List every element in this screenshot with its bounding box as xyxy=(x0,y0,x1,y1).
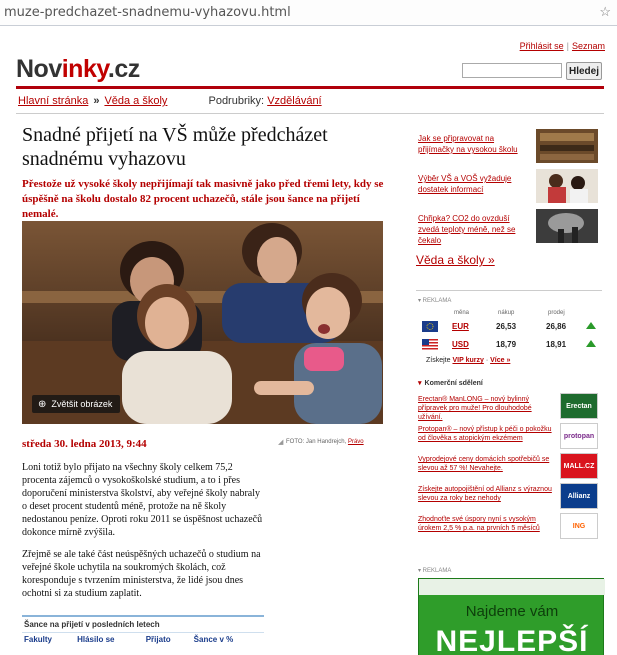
related-item-link[interactable]: Výběr VŠ a VOŠ vyžaduje dostatek informací xyxy=(418,174,512,194)
banner-box[interactable] xyxy=(418,578,604,655)
commercial-item-link[interactable]: Vyprodejové ceny domácích spotřebičů se slevou až 57 %! Nevahejte. xyxy=(418,456,550,472)
subsection-label: Podrubriky: xyxy=(208,95,265,107)
commercial-item-link[interactable]: Erectan® ManLONG – nový bylinný přípravek pro muže! Pro dlouhodobé užívání. xyxy=(418,396,532,421)
commercial-item[interactable] xyxy=(418,423,604,453)
breadcrumb-home[interactable]: Hlavní stránka xyxy=(18,95,89,107)
ad-banner[interactable] xyxy=(418,567,604,655)
col-chance: Šance v % xyxy=(193,635,234,644)
article-paragraph-1: Loni totiž bylo přijato na všechny školy celkem 75,2 procenta zájemců o vysokoškolské studium, a to i přes doporučení ministerstva školství, aby veřejné školy nabraly o deset procent studentů méně, protože na ně školy nedostanou peníze. Oproti roku 2011 se úspěšnost uchazečů dokonce mírně zvýšila. xyxy=(22,462,263,538)
breadcrumb-separator: » xyxy=(93,95,100,107)
col-currency: měna xyxy=(454,310,470,316)
ad-label: ▾ REKLAMA xyxy=(418,568,452,574)
smoke-thumbnail[interactable] xyxy=(536,209,598,243)
commercial-messages xyxy=(418,379,604,543)
banner-line-1: Najdeme vám xyxy=(465,603,559,620)
currency-code[interactable]: EUR xyxy=(452,322,469,331)
search-input[interactable] xyxy=(462,63,562,78)
photo-credit-name: Jan Handrejch, xyxy=(305,439,347,445)
zoom-photo-button[interactable] xyxy=(32,395,120,413)
subsection-link[interactable]: Vzdělávání xyxy=(267,95,322,107)
article-header xyxy=(22,123,384,222)
photo-credit-label: FOTO: xyxy=(286,439,305,445)
library-thumbnail[interactable] xyxy=(536,129,598,163)
article-photo[interactable] xyxy=(22,221,383,424)
seznam-link[interactable]: Seznam xyxy=(571,41,605,51)
related-articles xyxy=(416,129,602,267)
login-link[interactable]: Přihlásit se xyxy=(519,41,564,51)
article-perex: Přestože už vysoké školy nepřijímají tak masivně jako před třemi lety, kdy se úspěšně na školu dostalo 82 procent uchazečů, stále jsou šance na přijetí nemalé. xyxy=(22,178,384,220)
currency-code[interactable]: USD xyxy=(452,340,469,349)
students-thumbnail[interactable] xyxy=(536,169,598,203)
mall-logo[interactable]: MALL.CZ xyxy=(560,453,598,479)
admission-table-title: Šance na přijetí v posledních letech xyxy=(22,617,264,633)
currency-buy: 26,53 xyxy=(496,322,517,331)
erectan-logo[interactable]: Erectan xyxy=(560,393,598,419)
site-logo[interactable] xyxy=(16,55,140,84)
search-button[interactable]: Hledej xyxy=(566,62,602,80)
eu-flag-icon xyxy=(422,321,438,332)
vip-text: Získejte xyxy=(426,357,451,364)
commercial-item-link[interactable]: Získejte autopojištění od Allianz s výraznou slevou za roky bez nehody xyxy=(418,486,552,502)
article-body xyxy=(22,461,264,609)
page xyxy=(0,27,617,655)
admission-table-grid xyxy=(22,633,264,646)
related-item[interactable] xyxy=(416,169,602,209)
vip-more-link[interactable]: Více » xyxy=(490,357,511,364)
commercial-item-link[interactable]: Protopan® – nový přístup k péči o pokožku od člověka s atopickým ekzémem xyxy=(418,426,552,442)
ad-label: ▾ REKLAMA xyxy=(418,298,452,304)
currency-buy: 18,79 xyxy=(496,340,517,349)
section-more-link[interactable]: Věda a školy » xyxy=(416,253,495,267)
top-links: Přihlásit se | Seznam xyxy=(519,41,605,51)
trend-up-icon xyxy=(586,322,596,329)
col-sell: prodej xyxy=(548,310,565,316)
commercial-item[interactable] xyxy=(418,393,604,423)
arrow-down-icon: ▾ xyxy=(418,380,422,387)
banner-top-strip xyxy=(419,579,605,595)
table-header-row xyxy=(22,633,264,646)
col-buy: nákup xyxy=(498,310,515,316)
logo-part-1: Nov xyxy=(16,55,62,83)
currency-row-usd xyxy=(418,337,604,353)
breadcrumb-section[interactable]: Věda a školy xyxy=(104,95,168,107)
us-flag-icon xyxy=(422,339,438,350)
address-bar[interactable] xyxy=(0,0,617,26)
logo-part-2: inky xyxy=(61,55,108,83)
photo-credit xyxy=(286,439,364,445)
protopan-logo[interactable]: protopan xyxy=(560,423,598,449)
allianz-logo[interactable]: Allianz xyxy=(560,483,598,509)
related-item-link[interactable]: Jak se připravovat na přijímačky na vysokou školu xyxy=(418,134,518,154)
col-faculties: Fakulty xyxy=(24,635,53,644)
commercial-item[interactable] xyxy=(418,513,604,543)
commercial-item[interactable] xyxy=(418,453,604,483)
related-item[interactable] xyxy=(416,209,602,249)
trend-up-icon xyxy=(586,340,596,347)
article-date: středa 30. ledna 2013, 9:44 xyxy=(22,438,147,450)
breadcrumb xyxy=(18,95,322,107)
vip-rates: Získejte VIP kurzy · Více » xyxy=(426,357,511,364)
sidebar-divider xyxy=(416,290,602,291)
currency-sell: 18,91 xyxy=(546,340,567,349)
camera-icon: ◢ xyxy=(278,439,284,446)
banner-line-2: NEJLEPŠÍ xyxy=(435,625,589,655)
article-paragraph-2: Zřejmě se ale také část neúspěšných uchazečů o studium na veřejné škole uchytila na soukromých školách, což koresponduje s tvrzením ministerstva, že lidé jsou dnes ochotni si za studium zaplatit. xyxy=(22,549,261,599)
col-admitted: Přijato xyxy=(145,635,171,644)
vip-link[interactable]: VIP kurzy xyxy=(452,357,484,364)
currency-row-eur xyxy=(418,319,604,335)
commercial-item[interactable] xyxy=(418,483,604,513)
article-meta xyxy=(22,438,384,450)
header-divider xyxy=(16,86,604,89)
zoom-photo-label: Zvětšit obrázek xyxy=(51,399,113,409)
magnifier-icon: ⊕ xyxy=(38,399,47,410)
logo-part-3: .cz xyxy=(107,55,140,83)
currency-widget xyxy=(418,297,604,369)
url-text[interactable]: muze-predchazet-snadnemu-vyhazovu.html xyxy=(4,5,291,20)
admission-table xyxy=(22,615,264,646)
bookmark-star-icon[interactable]: ☆ xyxy=(599,4,611,19)
commercial-head-label: Komerční sdělení xyxy=(424,380,483,387)
related-item[interactable] xyxy=(416,129,602,169)
col-applied: Hlásilo se xyxy=(77,635,115,644)
commercial-item-link[interactable]: Zhodnoťte své úspory nyní s vysokým úrokem 2,5 % p.a. na prvních 5 měsíců xyxy=(418,516,540,532)
search-form xyxy=(462,63,599,78)
related-item-link[interactable]: Chřipka? CO2 do ovzduší zvedá teploty méně, než se čekalo xyxy=(418,214,516,245)
ing-logo[interactable]: ING xyxy=(560,513,598,539)
currency-sell: 26,86 xyxy=(546,322,567,331)
commercial-head xyxy=(418,379,604,387)
photo-credit-source[interactable]: Právo xyxy=(347,439,364,445)
article-title: Snadné přijetí na VŠ může předcházet snadnému vyhazovu xyxy=(22,124,328,170)
breadcrumb-divider xyxy=(16,113,604,114)
students-photo-illustration xyxy=(22,221,383,424)
